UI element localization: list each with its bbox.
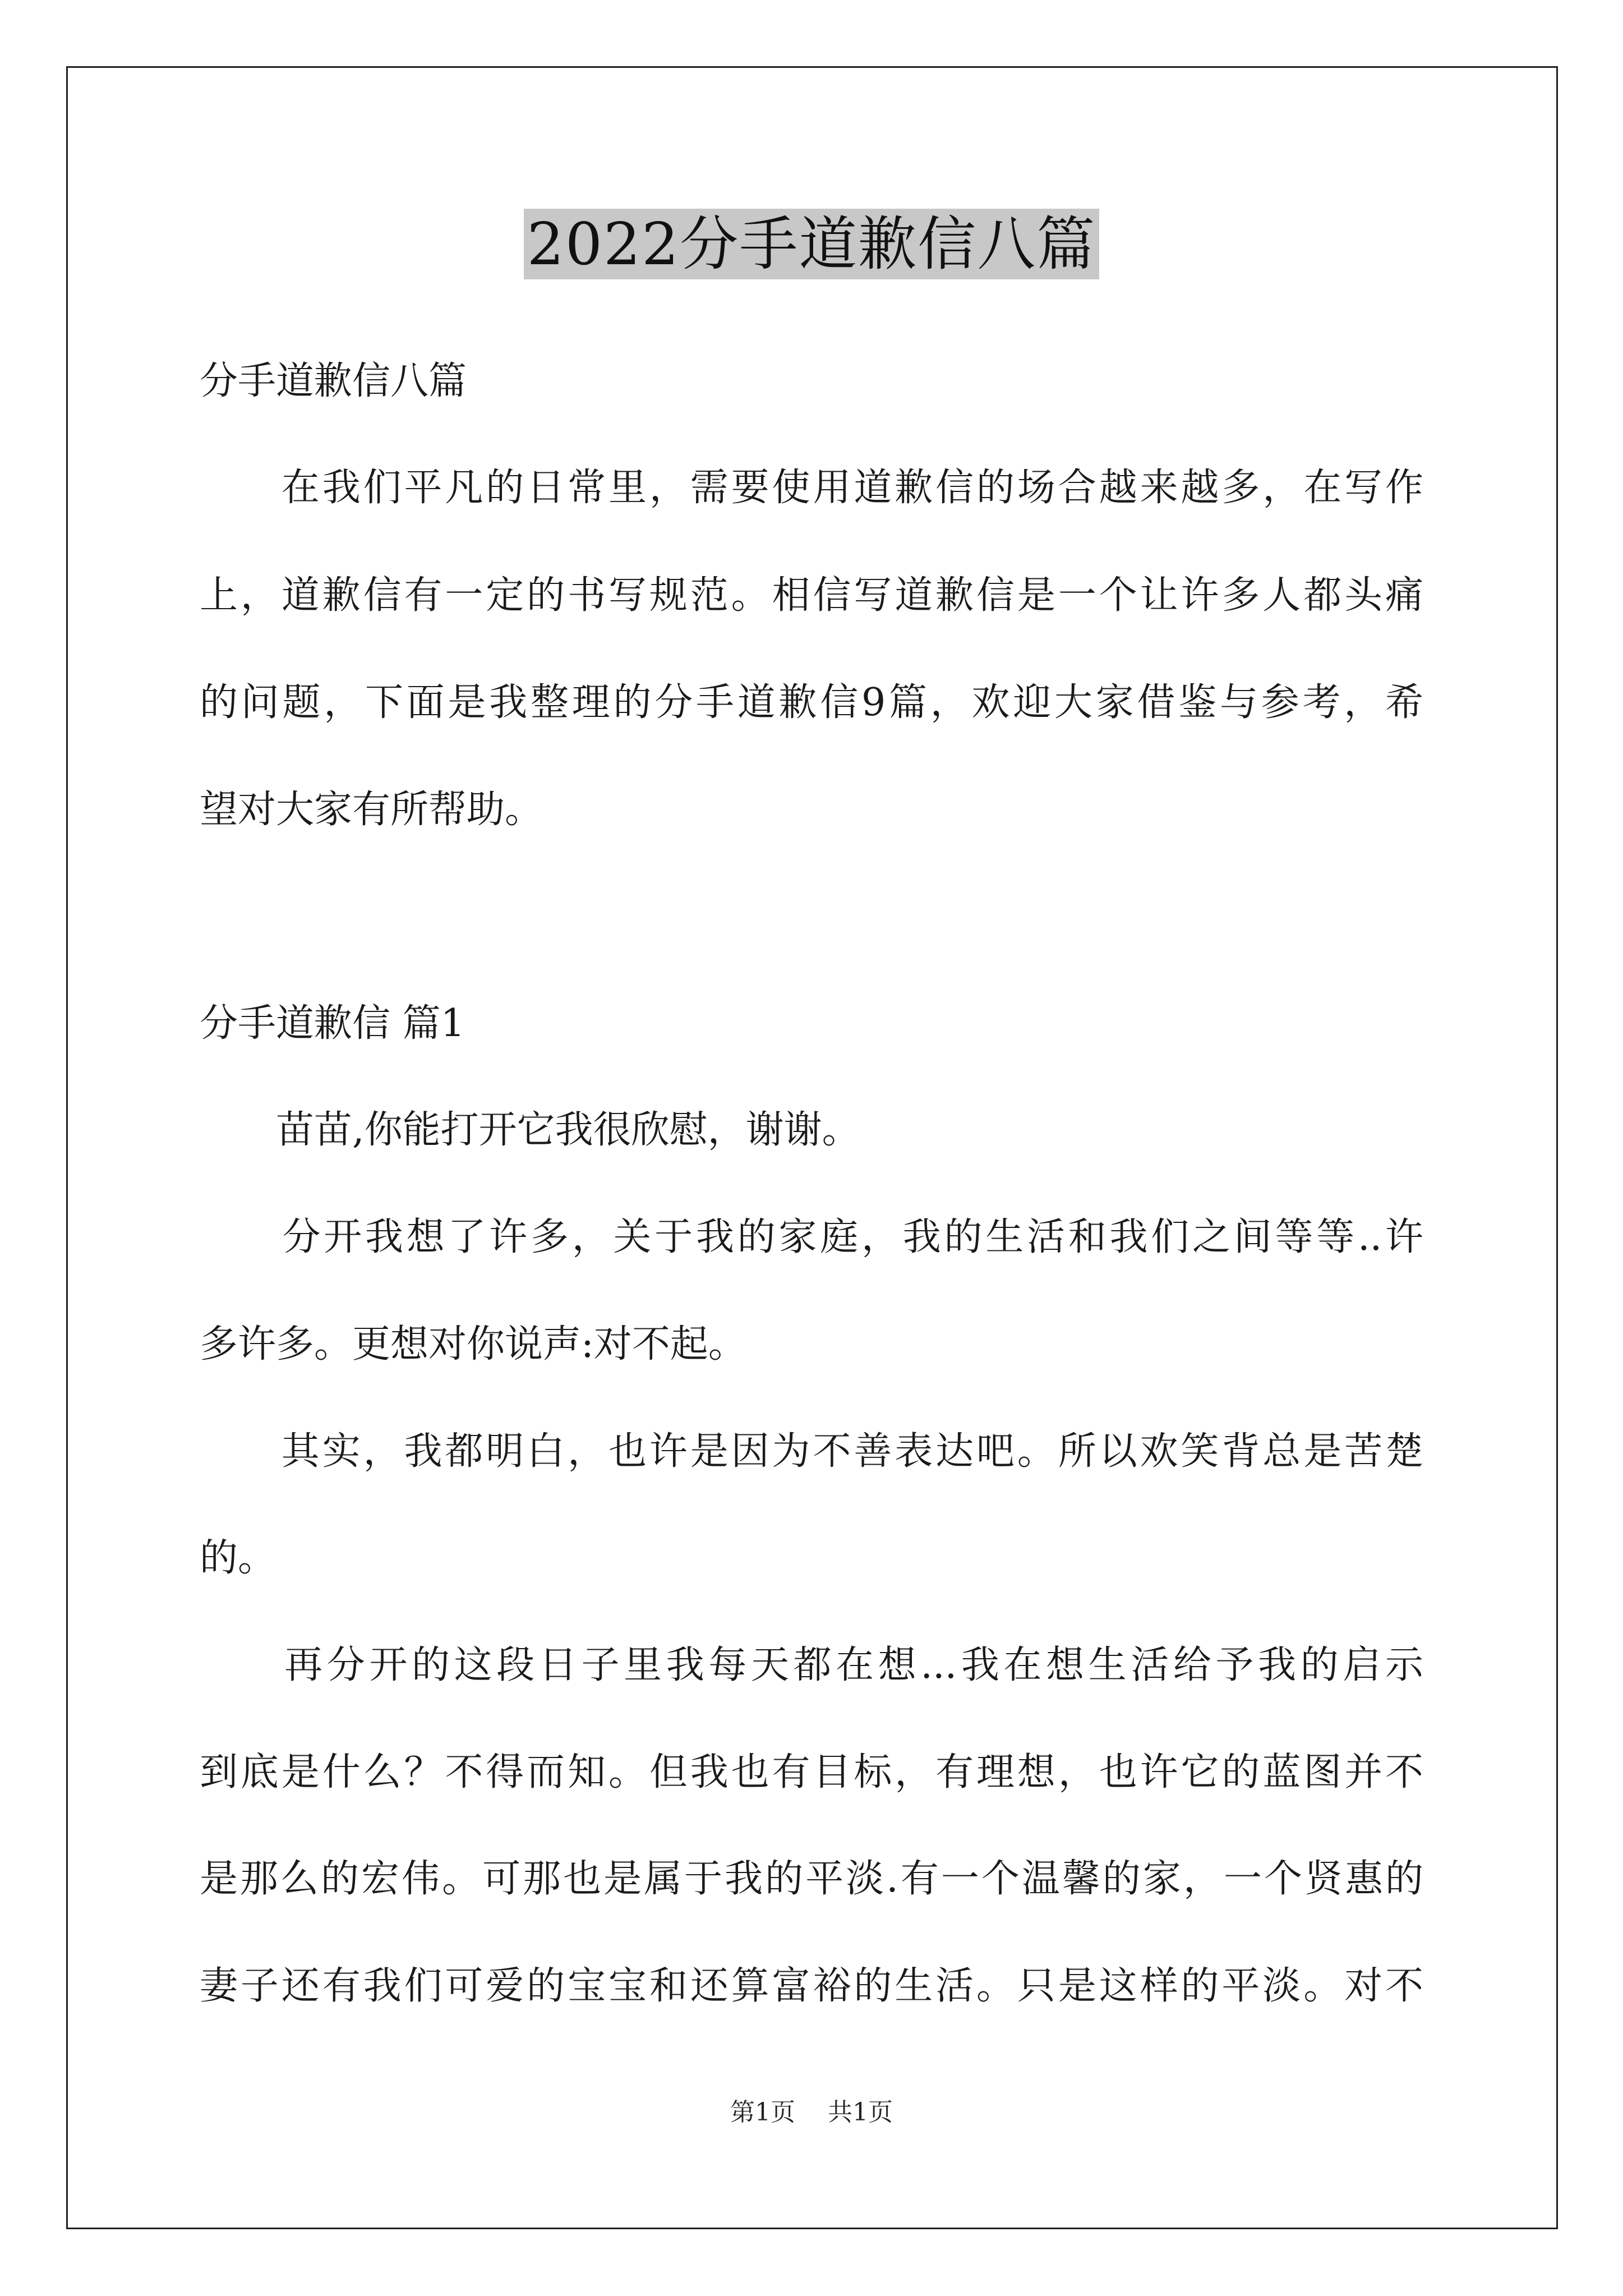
subtitle: 分手道歉信八篇 [200,359,467,403]
paragraph-line: 到底是什么？不得而知。但我也有目标，有理想，也许它的蓝图并不 [200,1750,1423,1795]
paragraph-line: 其实，我都明白，也许是因为不善表达吧。所以欢笑背总是苦楚 [200,1429,1423,1474]
section-heading: 分手道歉信 篇1 [200,1001,465,1046]
paragraph-line: 再分开的这段日子里我每天都在想...我在想生活给予我的启示 [200,1643,1423,1687]
page-footer: 第1页 共1页 [730,2098,893,2127]
paragraph-line: 的。 [200,1536,276,1580]
paragraph-line: 在我们平凡的日常里，需要使用道歉信的场合越来越多，在写作 [200,466,1423,510]
paragraph-line: 望对大家有所帮助。 [200,788,543,832]
paragraph-line: 是那么的宏伟。可那也是属于我的平淡.有一个温馨的家，一个贤惠的 [200,1857,1423,1901]
paragraph-line: 的问题，下面是我整理的分手道歉信9篇，欢迎大家借鉴与参考，希 [200,680,1423,725]
document-title: 2022分手道歉信八篇 [524,209,1100,279]
paragraph-line: 上，道歉信有一定的书写规范。相信写道歉信是一个让许多人都头痛 [200,573,1423,618]
paragraph-line: 苗苗,你能打开它我很欣慰，谢谢。 [200,1108,860,1152]
title-container [0,209,1623,279]
paragraph-line: 妻子还有我们可爱的宝宝和还算富裕的生活。只是这样的平淡。对不 [200,1964,1423,2008]
paragraph-line: 多许多。更想对你说声:对不起。 [200,1322,746,1366]
paragraph-line: 分开我想了许多，关于我的家庭，我的生活和我们之间等等..许 [200,1215,1423,1259]
